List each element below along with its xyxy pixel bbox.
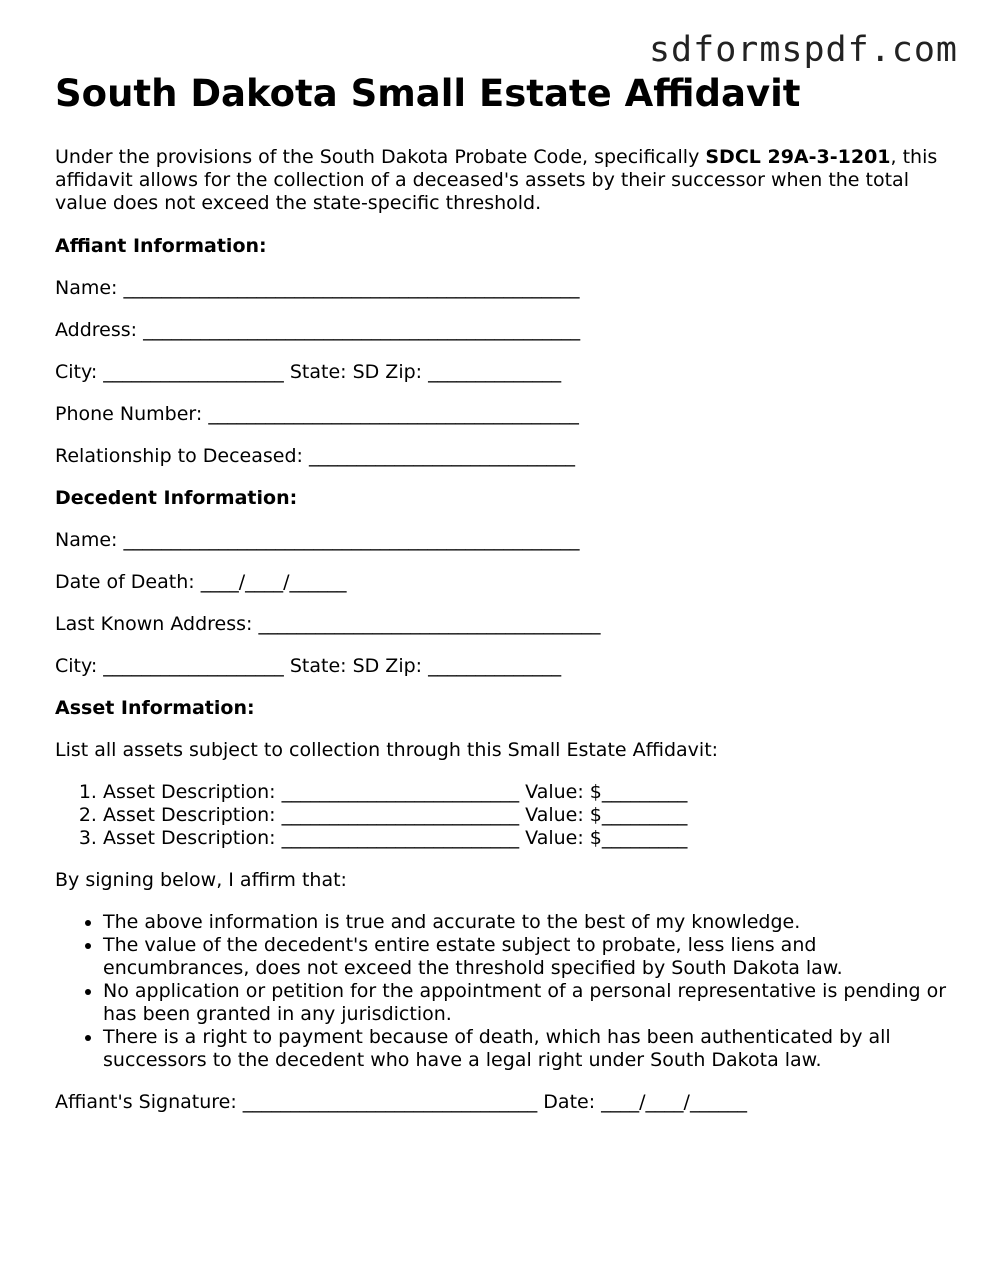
- signature-field[interactable]: Affiant's Signature: _______________________________ Date: ____/____/______: [55, 1091, 747, 1113]
- asset-item[interactable]: 2. Asset Description: _________________________ Value: $_________: [103, 804, 955, 827]
- affirm-list: [55, 911, 955, 1072]
- affiant-phone-field[interactable]: Phone Number: _______________________________________: [55, 403, 579, 425]
- site-watermark: sdformspdf.com: [648, 30, 958, 70]
- affiant-relationship-field[interactable]: Relationship to Deceased: ____________________________: [55, 445, 575, 467]
- document-title: South Dakota Small Estate Affidavit: [55, 72, 801, 115]
- affirm-item: • No application or petition for the appointment of a personal representative is pending or has been granted in any jurisdiction.: [103, 980, 955, 1026]
- statute-code: SDCL 29A-3-1201: [705, 146, 891, 168]
- affirm-item: • The value of the decedent's entire estate subject to probate, less liens and encumbrances, does not exceed the threshold specified by South Dakota law.: [103, 934, 955, 980]
- asset-heading: Asset Information:: [55, 697, 255, 719]
- decedent-city-state-zip-field[interactable]: City: ___________________ State: SD Zip: ______________: [55, 655, 562, 677]
- intro-text-after: , this affidavit allows for the collection of a deceased's assets by their successor when the total value does not exceed the state-specific threshold.: [55, 146, 938, 214]
- asset-item[interactable]: 3. Asset Description: _________________________ Value: $_________: [103, 827, 955, 850]
- affirm-item: • There is a right to payment because of death, which has been authenticated by all successors to the decedent who have a legal right under South Dakota law.: [103, 1026, 955, 1072]
- intro-text-before: Under the provisions of the South Dakota Probate Code, specifically: [55, 146, 706, 168]
- decedent-name-field[interactable]: Name: ________________________________________________: [55, 529, 580, 551]
- affiant-heading: Affiant Information:: [55, 235, 267, 257]
- affirm-lead: By signing below, I affirm that:: [55, 869, 347, 891]
- asset-list: [55, 781, 955, 850]
- decedent-date-of-death-field[interactable]: Date of Death: ____/____/______: [55, 571, 347, 593]
- intro-paragraph: [55, 146, 955, 215]
- affidavit-document: [55, 72, 955, 1133]
- affiant-address-field[interactable]: Address: ______________________________________________: [55, 319, 581, 341]
- affirm-item: • The above information is true and accurate to the best of my knowledge.: [103, 911, 955, 934]
- decedent-last-address-field[interactable]: Last Known Address: ____________________________________: [55, 613, 601, 635]
- asset-item[interactable]: 1. Asset Description: _________________________ Value: $_________: [103, 781, 955, 804]
- decedent-heading: Decedent Information:: [55, 487, 298, 509]
- asset-instruction: List all assets subject to collection through this Small Estate Affidavit:: [55, 739, 719, 761]
- affiant-name-field[interactable]: Name: ________________________________________________: [55, 277, 580, 299]
- affiant-city-state-zip-field[interactable]: City: ___________________ State: SD Zip: ______________: [55, 361, 562, 383]
